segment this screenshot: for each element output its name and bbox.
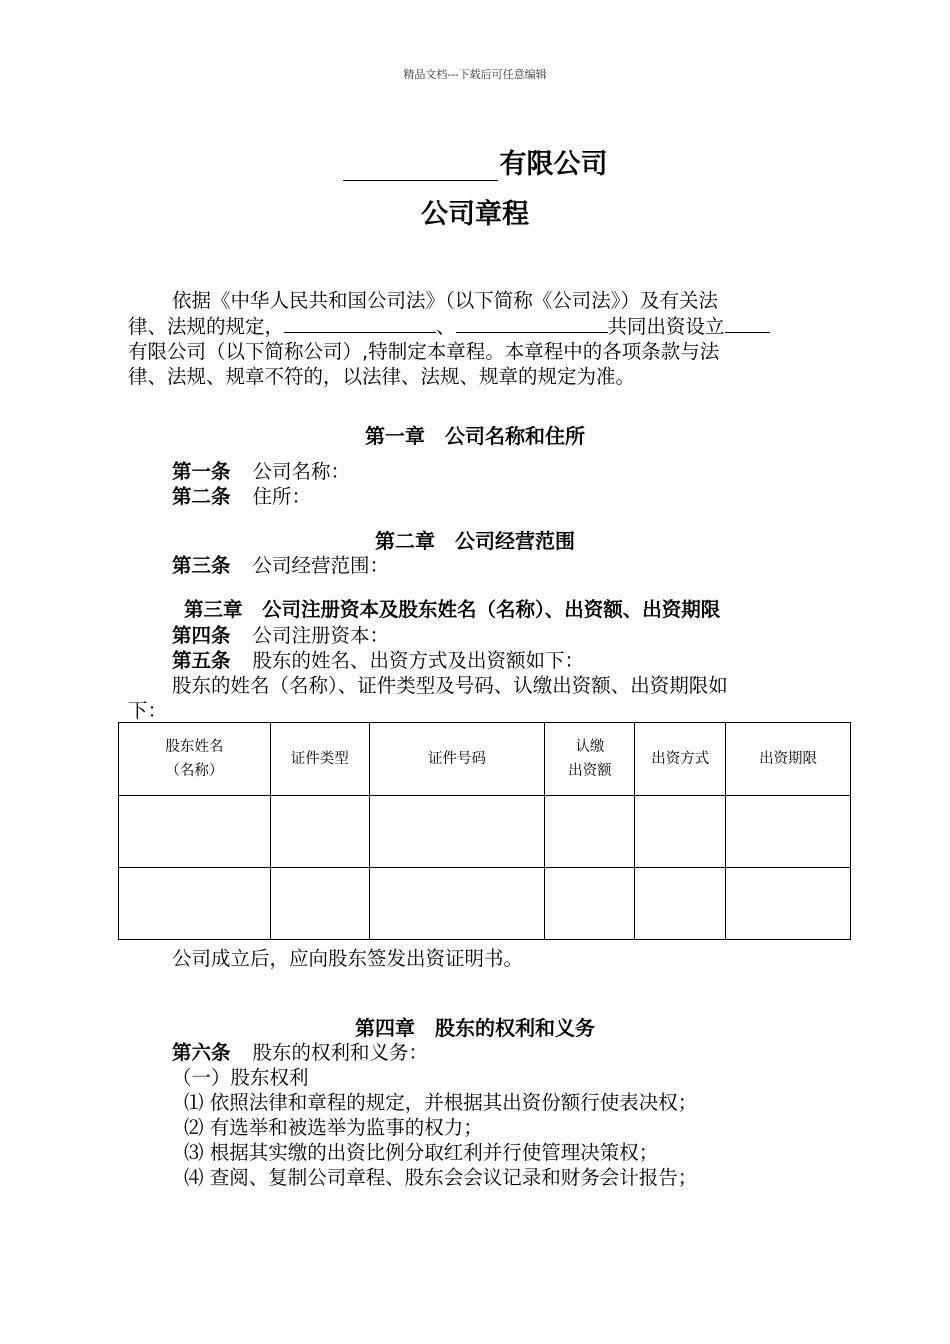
table-row [119,796,851,868]
chapter-3-heading: 第三章 公司注册资本及股东姓名（名称）、出资额、出资期限 [184,598,721,621]
table-cell [119,796,271,868]
table-header-row [119,723,851,796]
after-table-text: 公司成立后，应向股东签发出资证明书。 [172,947,524,970]
list-item: ⑴ 依照法律和章程的规定，并根据其出资份额行使表决权； [184,1091,698,1114]
company-name-blank [343,154,498,181]
page-header-watermark: 精品文档---下载后可任意编辑 [403,68,547,81]
intro-line-2 [128,314,828,339]
shareholder-table [118,722,851,940]
article-6-number: 第六条 [172,1041,231,1064]
article-1-number: 第一条 [172,460,231,483]
article-3-number: 第三条 [172,554,231,577]
table-cell [270,868,369,940]
table-intro-line-2: 下： [128,699,168,722]
header-subscribed-capital: 认缴 出资额 [545,723,635,796]
article-4-text: 公司注册资本： [252,624,390,647]
intro-line-1: 依据《中华人民共和国公司法》（以下简称《公司法》）及有关法 [172,289,719,312]
article-5 [172,645,584,673]
company-name-title [0,142,950,181]
shareholder-blank-2 [456,314,608,333]
intro-line-2-a: 律、法规的规定， [128,315,285,338]
article-3-text: 公司经营范围： [252,554,390,577]
article-2-number: 第二条 [172,485,231,508]
table-cell [635,796,726,868]
article-3 [172,550,389,578]
article-5-text: 股东的姓名、出资方式及出资额如下： [252,649,585,672]
company-blank [725,314,770,333]
shareholder-blank-1 [284,314,436,333]
chapter-4-heading: 第四章 股东的权利和义务 [355,1016,595,1040]
article-1-text: 公司名称： [252,460,351,483]
header-contribution-method: 出资方式 [635,723,726,796]
intro-line-3: 有限公司（以下简称公司）,特制定本章程。本章程中的各项条款与法 [128,340,720,363]
intro-separator: 、 [436,315,456,338]
chapter-2-heading: 第二章 公司经营范围 [375,529,575,553]
table-cell [545,868,635,940]
article-4 [172,620,389,648]
article-5-number: 第五条 [172,649,231,672]
header-contribution-deadline: 出资期限 [726,723,851,796]
table-cell [726,868,851,940]
list-item: ⑵ 有选举和被选举为监事的权力； [184,1116,483,1139]
article-2 [172,481,311,509]
chapter-1-heading: 第一章 公司名称和住所 [365,424,585,448]
table-cell [545,796,635,868]
table-cell [635,868,726,940]
article-2-text: 住所： [252,485,312,508]
table-cell [369,868,545,940]
table-intro-line-1: 股东的姓名（名称）、证件类型及号码、认缴出资额、出资期限如 [172,674,728,697]
list-item: ⑶ 根据其实缴的出资比例分取红利并行使管理决策权； [184,1141,659,1164]
table-row [119,868,851,940]
section-shareholder-rights: （一）股东权利 [172,1066,309,1089]
table-cell [119,868,271,940]
article-6-text: 股东的权利和义务： [252,1041,429,1064]
company-suffix: 有限公司 [499,149,608,180]
header-shareholder-name: 股东姓名 （名称） [119,723,271,796]
article-1 [172,456,350,484]
header-id-type: 证件类型 [270,723,369,796]
intro-line-4: 律、法规、规章不符的，以法律、法规、规章的规定为准。 [128,365,636,388]
article-4-number: 第四条 [172,624,231,647]
list-item: ⑷ 查阅、复制公司章程、股东会会议记录和财务会计报告； [184,1166,698,1189]
intro-line-2-b: 共同出资设立 [607,315,725,338]
table-cell [726,796,851,868]
document-title: 公司章程 [421,199,529,230]
table-cell [270,796,369,868]
header-id-number: 证件号码 [369,723,545,796]
article-6 [172,1037,428,1065]
table-cell [369,796,545,868]
